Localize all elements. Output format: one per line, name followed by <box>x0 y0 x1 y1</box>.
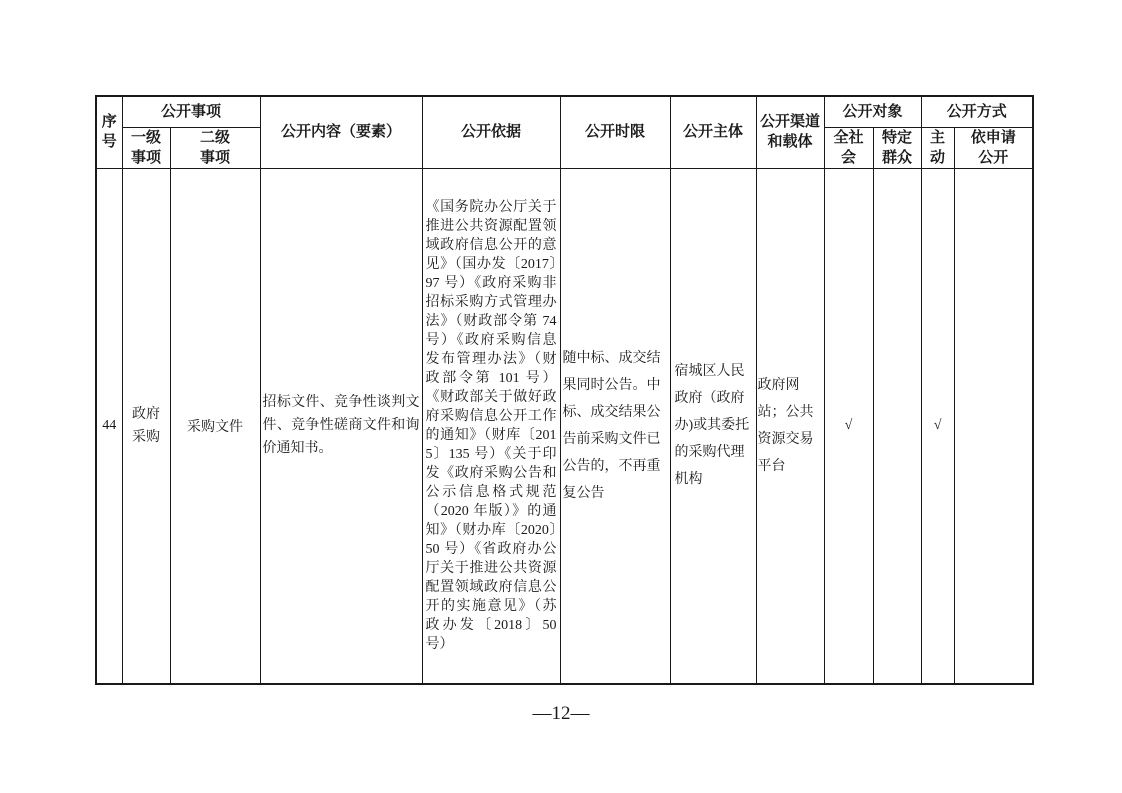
cell-method-active-checkmark: √ <box>921 168 954 684</box>
header-disclosure-item-group: 公开事项 <box>122 96 260 127</box>
cell-subject: 宿城区人民政府（政府办)或其委托的采购代理机构 <box>670 168 756 684</box>
cell-target-specific-checkmark <box>873 168 921 684</box>
cell-level2-item: 采购文件 <box>170 168 260 684</box>
cell-method-on-request-checkmark <box>954 168 1033 684</box>
cell-level1-item: 政府采购 <box>122 168 170 684</box>
header-channel: 公开渠道和载体 <box>756 96 824 168</box>
header-method-active: 主动 <box>921 127 954 168</box>
header-target-group: 公开对象 <box>824 96 921 127</box>
page-number: —12— <box>532 703 590 724</box>
cell-time-limit: 随中标、成交结果同时公告。中标、成交结果公告前采购文件已公告的，不再重复公告 <box>560 168 670 684</box>
cell-seq: 44 <box>96 168 122 684</box>
header-level1-item: 一级事项 <box>122 127 170 168</box>
cell-target-all-checkmark: √ <box>824 168 873 684</box>
header-target-all: 全社会 <box>824 127 873 168</box>
header-level2-item: 二级事项 <box>170 127 260 168</box>
cell-channel: 政府网站；公共资源交易平台 <box>756 168 824 684</box>
cell-basis: 《国务院办公厅关于推进公共资源配置领域政府信息公开的意见》（国办发〔2017〕97 号）《政府采购非招标采购方式管理办法》（财政部令第 74 号）《政府采购信息发布管理办法》（财政部令第 101 号）《财政部关于做好政府采购信息公开工作的通知》（财库〔2015〕135 号）《关于印发《政府采购公告和公示信息格式规范（2020 年版）》的通知》（财办库〔2020〕50 号）《省政府办公厅关于推进公共资源配置领域政府信息公开的实施意见》（苏政办发〔2018〕50 号） <box>422 168 560 684</box>
header-basis: 公开依据 <box>422 96 560 168</box>
header-content: 公开内容（要素） <box>260 96 422 168</box>
header-subject: 公开主体 <box>670 96 756 168</box>
disclosure-catalog-table <box>95 95 1034 685</box>
table-header <box>96 96 1033 168</box>
header-method-on-request: 依申请公开 <box>954 127 1033 168</box>
header-seq: 序号 <box>96 96 122 168</box>
header-target-specific: 特定群众 <box>873 127 921 168</box>
header-method-group: 公开方式 <box>921 96 1033 127</box>
header-time-limit: 公开时限 <box>560 96 670 168</box>
cell-content: 招标文件、竞争性谈判文件、竞争性磋商文件和询价通知书。 <box>260 168 422 684</box>
table-row <box>96 168 1033 684</box>
